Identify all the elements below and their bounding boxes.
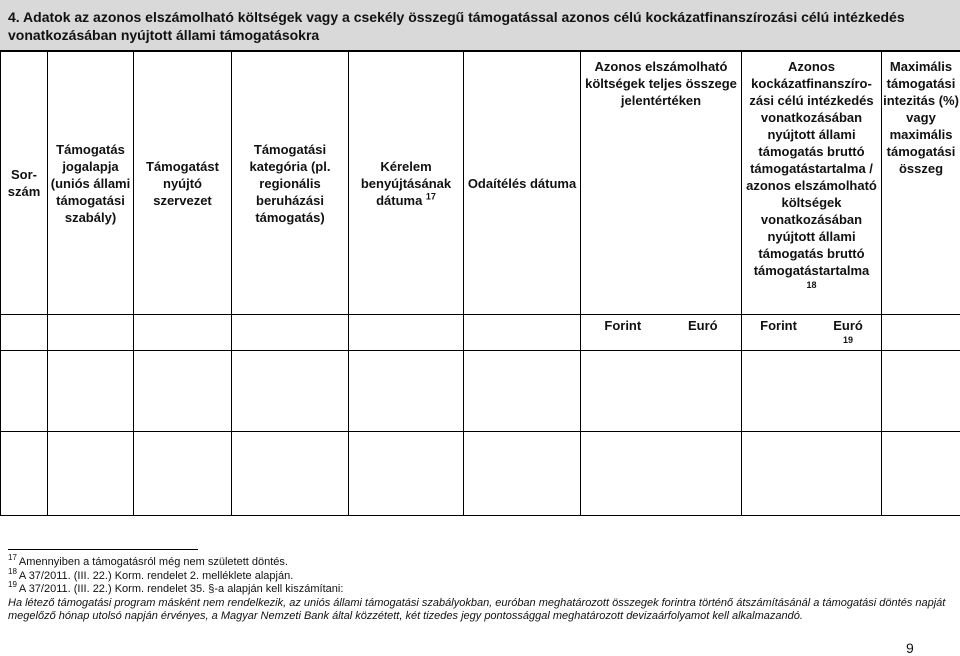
footnote-18-text: A 37/2011. (III. 22.) Korm. rendelet 2. melléklete alapján. [18, 569, 294, 582]
header-award-date: Odaítélés dátuma [464, 52, 581, 315]
table-cell[interactable] [882, 432, 960, 516]
header-gross-aid-amount [742, 52, 882, 315]
footnote-ref-17: 17 [425, 191, 436, 202]
footnote-17-text: Amennyiben a támogatásról még nem született döntés. [18, 556, 288, 568]
header-eligible-costs: Azonos elszámolható költségek teljes összege jelentértéken [581, 52, 742, 315]
subheader-empty-3 [134, 315, 232, 351]
table-cell[interactable] [232, 351, 349, 432]
table-row [1, 432, 960, 516]
table-cell[interactable] [1, 351, 48, 432]
table-cell[interactable] [464, 432, 581, 516]
table-cell[interactable] [232, 432, 349, 516]
subheader-euro-1: Euró [687, 318, 718, 333]
table-cell[interactable] [1, 432, 48, 516]
footnote-19 [8, 580, 953, 597]
table-row [1, 351, 960, 432]
table-cell[interactable] [581, 351, 742, 432]
table-cell[interactable] [882, 351, 960, 432]
subheader-empty-5 [349, 315, 464, 351]
table-cell[interactable] [349, 351, 464, 432]
subheader-euro-2 [833, 317, 863, 346]
subheader-empty-4 [232, 315, 349, 351]
page-number: 9 [906, 640, 914, 656]
table-cell[interactable] [464, 351, 581, 432]
table-cell[interactable] [134, 432, 232, 516]
header-application-date-label: Kérelem benyújtásának dátuma [360, 158, 452, 208]
subheader-forint-2: Forint [760, 318, 797, 333]
section-heading: 4. Adatok az azonos elszámolható költségek vagy a csekély összegű támogatással azonos célú kockázatfinanszírozási célú intézkedés vonatkozásában nyújtott állami támogatásokra [8, 9, 905, 43]
footnote-19-detail: Ha létező támogatási program másként nem rendelkezik, az uniós állami támogatási szabályokban, euróban meghatározott összegek forintra történő átszámításánál a támogatási döntés napját megelőző hónap utolsó napján érvényes, a Magyar Nemzeti Bank által közzétett, két tizedes jegy pontossággal meghatározott devizaárfolyamot kell alkalmazandó. [8, 596, 946, 622]
footnote-18 [8, 566, 953, 584]
header-gross-aid-label: Azonos kockázatfinanszíro-zási célú intézkedés vonatkozásában nyújtott állami támogatás bruttó támogatástartalma / azonos elszámolható költségek vonatkozásában nyújtott állami támogatás bruttó támogatástartalma [746, 59, 877, 278]
header-legal-basis: Támogatás jogalapja (uniós állami támogatási szabály) [48, 52, 134, 315]
footnote-ref-19: 19 [843, 335, 854, 345]
header-granting-body: Támogatást nyújtó szervezet [134, 52, 232, 315]
header-max-intensity: Maximális támogatási intezitás (%) vagy maximális támogatási összeg [882, 52, 960, 315]
table-cell[interactable] [742, 351, 882, 432]
footnote-separator [8, 549, 198, 550]
subheader-gross-aid-currency [742, 315, 882, 351]
header-application-date [349, 52, 464, 315]
subheader-eligible-costs-currency [581, 315, 742, 351]
header-aid-category: Támogatási kategória (pl. regionális beruházási támogatás) [232, 52, 349, 315]
footnote-ref-18: 18 [806, 280, 817, 290]
table-cell[interactable] [48, 351, 134, 432]
footnote-18-number: 18 [8, 566, 17, 576]
footnotes [8, 553, 953, 624]
section-heading-band [0, 0, 960, 51]
subheader-empty-6 [464, 315, 581, 351]
footnote-17 [8, 553, 953, 570]
table-cell[interactable] [134, 351, 232, 432]
table-cell[interactable] [581, 432, 742, 516]
table-cell[interactable] [48, 432, 134, 516]
footnote-17-number: 17 [8, 553, 17, 563]
support-data-table [0, 51, 960, 516]
subheader-forint-1: Forint [604, 318, 642, 333]
subheader-empty-2 [48, 315, 134, 351]
header-row-number: Sor-szám [1, 52, 48, 315]
subheader-euro-2-label: Euró [833, 318, 863, 333]
table-cell[interactable] [742, 432, 882, 516]
subheader-empty-1 [1, 315, 48, 351]
table-cell[interactable] [349, 432, 464, 516]
subheader-empty-9 [882, 315, 960, 351]
footnote-19-number: 19 [8, 580, 17, 590]
footnote-19-text: A 37/2011. (III. 22.) Korm. rendelet 35. §-a alapján kell kiszámítani: [18, 583, 344, 595]
